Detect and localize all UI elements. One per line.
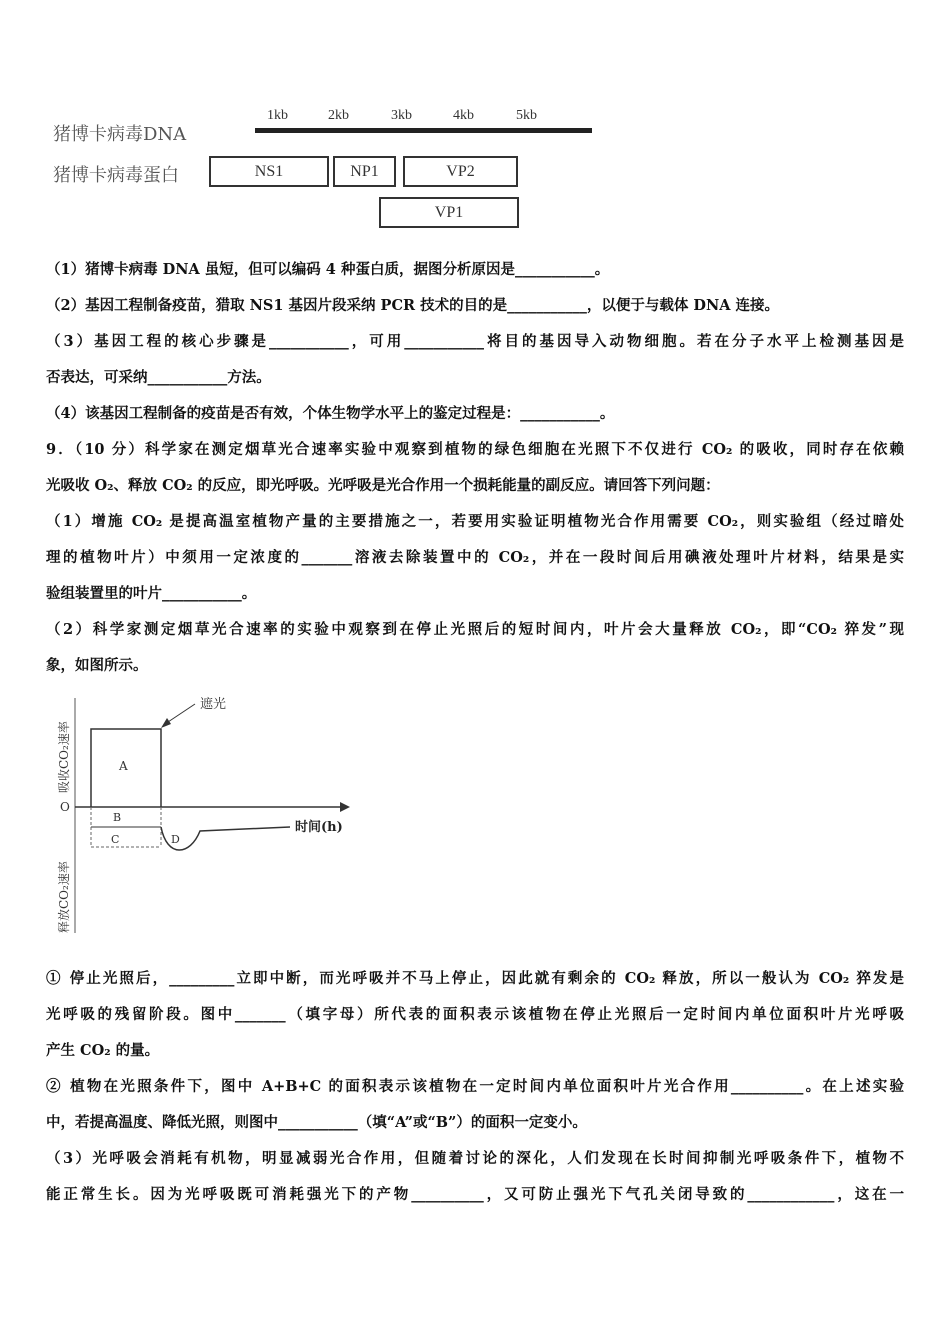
question-8-block [46,252,904,684]
q9-part2-line1: （2）科学家测定烟草光合速率的实验中观察到在停止光照后的短时间内，叶片会大量释放 CO₂，即“CO₂ 猝发”现 [46,621,904,638]
q8-part1: （1）猪博卡病毒 DNA 虽短，但可以编码 4 种蛋白质，据图分析原因是___________。 [46,261,610,278]
q9-sub2-line1: ② 植物在光照条件下，图中 A+B+C 的面积表示该植物在一定时间内单位面积叶片光合作用__________。在上述实验 [46,1078,904,1095]
tick-2kb: 2kb [328,108,349,123]
co2-rate-figure [55,688,375,938]
ns1-box: NS1 [209,156,329,187]
q9-sub1-line1: ① 停止光照后，_________立即中断，而光呼吸并不马上停止，因此就有剩余的 CO₂ 释放，所以一般认为 CO₂ 猝发是 [46,970,904,987]
q8-part3-line2: 否表达，可采纳___________方法。 [46,369,271,386]
y-bottom-label: 释放CO₂速率 [57,861,71,933]
q8-part2: （2）基因工程制备疫苗，猎取 NS1 基因片段采纳 PCR 技术的目的是___________，以便于与载体 DNA 连接。 [46,297,780,314]
q9-intro-line2: 光吸收 O₂、释放 CO₂ 的反应，即光呼吸。光呼吸是光合作用一个损耗能量的副反应。请回答下列问题： [46,477,720,494]
dna-row-label: 猪博卡病毒DNA [53,124,187,145]
protein-row-label: 猪博卡病毒蛋白 [53,165,179,186]
x-axis-label: 时间(h) [295,820,343,835]
q9-sub2-line2: 中，若提高温度、降低光照，则图中___________（填“A”或“B”）的面积一定变小。 [46,1114,587,1131]
vp1-box: VP1 [379,197,519,228]
region-a-label: A [119,759,128,773]
q9-part1-line2: 理的植物叶片）中须用一定浓度的_______溶液去除装置中的 CO₂，并在一段时间后用碘液处理叶片材料，结果是实 [46,549,904,566]
q9-part1-line3: 验组装置里的叶片___________。 [46,585,257,602]
q9-intro-line1: 9．（10 分）科学家在测定烟草光合速率实验中观察到植物的绿色细胞在光照下不仅进行 CO₂ 的吸收，同时存在依赖 [46,441,904,458]
tick-3kb: 3kb [391,108,412,123]
q9-sub1-line3: 产生 CO₂ 的量。 [46,1042,160,1059]
vp2-box: VP2 [403,156,518,187]
shading-label: 遮光 [200,697,227,712]
tick-5kb: 5kb [516,108,537,123]
region-b-label: B [113,811,122,824]
q9-sub1-line2: 光呼吸的残留阶段。图中_______（填字母）所代表的面积表示该植物在停止光照后一定时间内单位面积叶片光呼吸 [46,1006,904,1023]
tick-1kb: 1kb [267,108,288,123]
dna-bar [255,128,592,133]
q9-part3-line1: （3）光呼吸会消耗有机物，明显减弱光合作用，但随着讨论的深化，人们发现在长时间抑制光呼吸条件下，植物不 [46,1150,904,1167]
q8-part4: （4）该基因工程制备的疫苗是否有效，个体生物学水平上的鉴定过程是：___________。 [46,405,615,422]
region-c-label: C [111,833,120,846]
genome-figure [45,100,565,235]
region-d-label: D [171,833,180,846]
question-9-continued-block [46,961,904,1213]
np1-box: NP1 [333,156,396,187]
q8-part3-line1: （3）基因工程的核心步骤是___________，可用___________将目的基因导入动物细胞。若在分子水平上检测基因是 [46,333,904,350]
q9-part3-line2: 能正常生长。因为光呼吸既可消耗强光下的产物__________，又可防止强光下气孔关闭导致的____________，这在一 [46,1186,904,1203]
q9-part2-line2: 象，如图所示。 [46,657,148,674]
origin-label: O [60,800,70,814]
tick-4kb: 4kb [453,108,474,123]
q9-part1-line1: （1）增施 CO₂ 是提高温室植物产量的主要措施之一，若要用实验证明植物光合作用需要 CO₂，则实验组（经过暗处 [46,513,904,530]
y-top-label: 吸收CO₂速率 [57,721,71,793]
